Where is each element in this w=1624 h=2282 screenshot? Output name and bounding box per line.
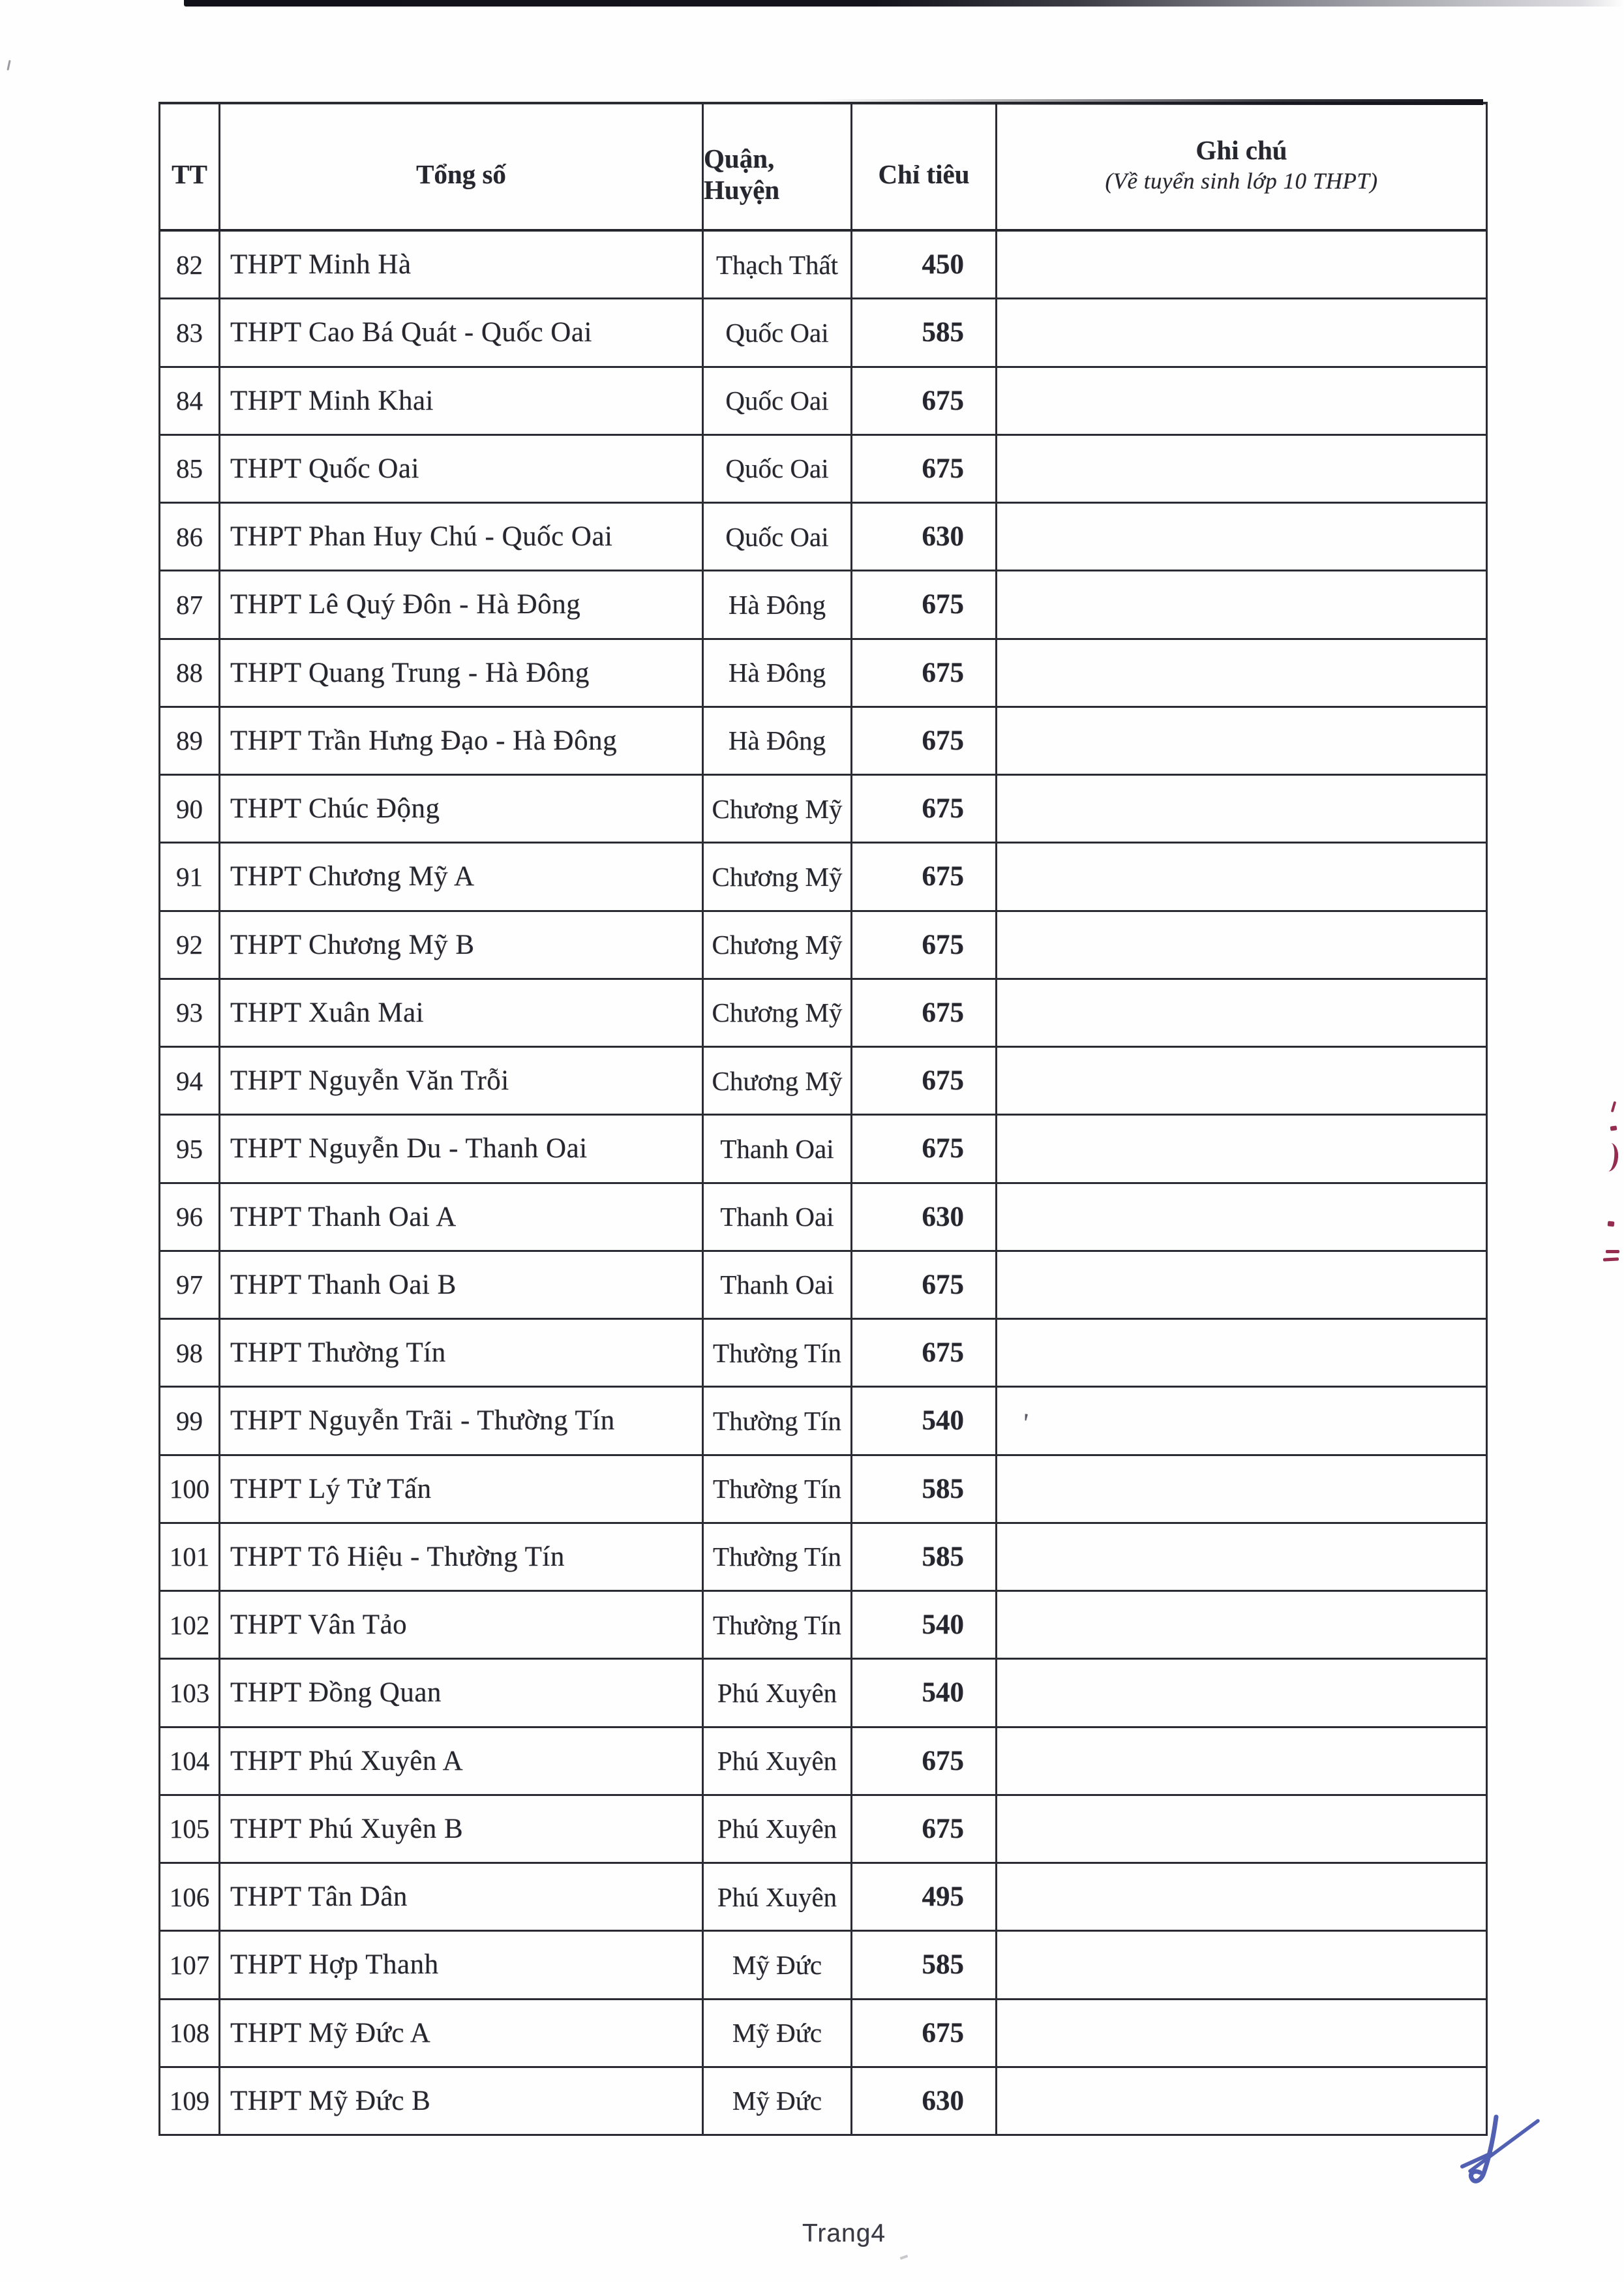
table-row — [160, 504, 1486, 571]
row-index-cell: 86 — [160, 504, 220, 570]
note-cell — [997, 1252, 1486, 1318]
district-cell: Quốc Oai — [704, 299, 852, 365]
district-cell: Chương Mỹ — [704, 844, 852, 909]
header-school: Tổng số — [220, 104, 704, 229]
note-cell — [997, 1660, 1486, 1726]
row-index-cell: 87 — [160, 571, 220, 637]
scan-speck — [900, 2255, 909, 2260]
table-row — [160, 1796, 1486, 1864]
note-cell — [997, 436, 1486, 502]
row-index-cell: 95 — [160, 1116, 220, 1181]
district-cell: Chương Mỹ — [704, 1048, 852, 1114]
row-index-cell: 82 — [160, 232, 220, 297]
note-cell — [997, 504, 1486, 570]
district-cell: Chương Mỹ — [704, 912, 852, 978]
note-cell — [997, 232, 1486, 297]
red-edge-mark-icon — [1602, 1142, 1619, 1172]
note-cell — [997, 1048, 1486, 1114]
note-cell — [997, 844, 1486, 909]
table-row — [160, 1320, 1486, 1388]
table-row — [160, 436, 1486, 504]
district-cell: Hà Đông — [704, 640, 852, 706]
table-row — [160, 1184, 1486, 1252]
school-name-cell: THPT Trần Hưng Đạo - Hà Đông — [220, 708, 704, 774]
note-cell — [997, 1184, 1486, 1250]
table-row — [160, 1388, 1486, 1455]
school-name-cell: THPT Thanh Oai A — [220, 1184, 704, 1250]
quota-cell: 495 — [852, 1864, 997, 1930]
district-cell: Thanh Oai — [704, 1184, 852, 1250]
header-tt: TT — [160, 104, 220, 229]
district-cell: Quốc Oai — [704, 368, 852, 434]
note-cell — [997, 980, 1486, 1046]
table-row — [160, 1524, 1486, 1592]
quota-cell: 675 — [852, 640, 997, 706]
quota-cell: 675 — [852, 1048, 997, 1114]
school-name-cell: THPT Minh Hà — [220, 232, 704, 297]
note-cell — [997, 1864, 1486, 1930]
header-district: Quận, Huyện — [704, 104, 852, 229]
row-index-cell: 93 — [160, 980, 220, 1046]
quota-cell: 630 — [852, 1184, 997, 1250]
table-body — [160, 232, 1486, 2134]
note-cell — [997, 1524, 1486, 1590]
school-name-cell: THPT Nguyễn Văn Trỗi — [220, 1048, 704, 1114]
note-cell — [997, 2068, 1486, 2134]
row-index-cell: 91 — [160, 844, 220, 909]
note-cell — [997, 1796, 1486, 1862]
header-quota: Chỉ tiêu — [852, 104, 997, 229]
quota-cell: 675 — [852, 844, 997, 909]
table-row — [160, 299, 1486, 367]
quota-cell: 585 — [852, 299, 997, 365]
district-cell: Chương Mỹ — [704, 776, 852, 842]
table-row — [160, 2000, 1486, 2068]
page-number-label: Trang4 — [802, 2219, 886, 2247]
district-cell: Phú Xuyên — [704, 1864, 852, 1930]
red-edge-mark-icon — [1610, 1125, 1617, 1131]
note-cell — [997, 1116, 1486, 1181]
row-index-cell: 103 — [160, 1660, 220, 1726]
district-cell: Thường Tín — [704, 1524, 852, 1590]
quota-cell: 675 — [852, 1116, 997, 1181]
stray-ink-mark: ' — [1020, 1408, 1030, 1439]
quota-cell: 540 — [852, 1388, 997, 1453]
quota-cell: 675 — [852, 1796, 997, 1862]
note-cell — [997, 1320, 1486, 1386]
row-index-cell: 105 — [160, 1796, 220, 1862]
table-row — [160, 232, 1486, 299]
table-row — [160, 844, 1486, 911]
quota-cell: 675 — [852, 571, 997, 637]
note-cell — [997, 708, 1486, 774]
school-name-cell: THPT Hợp Thanh — [220, 1932, 704, 1998]
table-row — [160, 1116, 1486, 1183]
district-cell: Thanh Oai — [704, 1252, 852, 1318]
school-name-cell: THPT Thường Tín — [220, 1320, 704, 1386]
table-row — [160, 708, 1486, 776]
school-name-cell: THPT Chương Mỹ A — [220, 844, 704, 909]
school-name-cell: THPT Quang Trung - Hà Đông — [220, 640, 704, 706]
district-cell: Thường Tín — [704, 1320, 852, 1386]
row-index-cell: 90 — [160, 776, 220, 842]
row-index-cell: 83 — [160, 299, 220, 365]
row-index-cell: 84 — [160, 368, 220, 434]
quota-cell: 675 — [852, 436, 997, 502]
scan-speck — [7, 60, 10, 70]
school-name-cell: THPT Phan Huy Chú - Quốc Oai — [220, 504, 704, 570]
table-row — [160, 1864, 1486, 1932]
school-name-cell: THPT Thanh Oai B — [220, 1252, 704, 1318]
row-index-cell: 99 — [160, 1388, 220, 1453]
district-cell: Thanh Oai — [704, 1116, 852, 1181]
quota-cell: 675 — [852, 980, 997, 1046]
quota-table — [158, 102, 1488, 2136]
school-name-cell: THPT Xuân Mai — [220, 980, 704, 1046]
note-cell — [997, 299, 1486, 365]
table-row — [160, 640, 1486, 708]
row-index-cell: 85 — [160, 436, 220, 502]
school-name-cell: THPT Minh Khai — [220, 368, 704, 434]
row-index-cell: 94 — [160, 1048, 220, 1114]
district-cell: Thạch Thất — [704, 232, 852, 297]
table-row — [160, 980, 1486, 1048]
district-cell: Phú Xuyên — [704, 1796, 852, 1862]
school-name-cell: THPT Chúc Động — [220, 776, 704, 842]
quota-cell: 450 — [852, 232, 997, 297]
row-index-cell: 101 — [160, 1524, 220, 1590]
quota-cell: 585 — [852, 1524, 997, 1590]
district-cell: Thường Tín — [704, 1592, 852, 1658]
row-index-cell: 108 — [160, 2000, 220, 2066]
header-note-subtitle: (Về tuyển sinh lớp 10 THPT) — [1105, 168, 1378, 194]
note-cell — [997, 368, 1486, 434]
quota-cell: 675 — [852, 2000, 997, 2066]
table-row — [160, 776, 1486, 844]
row-index-cell: 102 — [160, 1592, 220, 1658]
school-name-cell: THPT Lý Tử Tấn — [220, 1456, 704, 1522]
handwritten-check-icon — [1428, 2091, 1578, 2202]
note-cell — [997, 1456, 1486, 1522]
note-cell — [997, 776, 1486, 842]
row-index-cell: 106 — [160, 1864, 220, 1930]
table-row — [160, 1456, 1486, 1524]
district-cell: Hà Đông — [704, 571, 852, 637]
school-name-cell: THPT Mỹ Đức A — [220, 2000, 704, 2066]
school-name-cell: THPT Phú Xuyên A — [220, 1728, 704, 1794]
district-cell: Phú Xuyên — [704, 1728, 852, 1794]
row-index-cell: 107 — [160, 1932, 220, 1998]
school-name-cell: THPT Mỹ Đức B — [220, 2068, 704, 2134]
table-row — [160, 1592, 1486, 1660]
header-note — [997, 104, 1486, 229]
row-index-cell: 98 — [160, 1320, 220, 1386]
row-index-cell: 109 — [160, 2068, 220, 2134]
district-cell: Thường Tín — [704, 1456, 852, 1522]
school-name-cell: THPT Nguyễn Du - Thanh Oai — [220, 1116, 704, 1181]
school-name-cell: THPT Quốc Oai — [220, 436, 704, 502]
school-name-cell: THPT Tô Hiệu - Thường Tín — [220, 1524, 704, 1590]
district-cell: Mỹ Đức — [704, 2068, 852, 2134]
table-header-row — [160, 104, 1486, 232]
note-cell — [997, 912, 1486, 978]
school-name-cell: THPT Lê Quý Đôn - Hà Đông — [220, 571, 704, 637]
quota-cell: 675 — [852, 368, 997, 434]
note-cell — [997, 640, 1486, 706]
quota-cell: 675 — [852, 776, 997, 842]
school-name-cell: THPT Chương Mỹ B — [220, 912, 704, 978]
district-cell: Phú Xuyên — [704, 1660, 852, 1726]
quota-cell: 630 — [852, 504, 997, 570]
quota-cell: 675 — [852, 912, 997, 978]
note-cell — [997, 1932, 1486, 1998]
quota-cell: 675 — [852, 1252, 997, 1318]
table-row — [160, 912, 1486, 980]
quota-cell: 585 — [852, 1932, 997, 1998]
header-note-title: Ghi chú — [1195, 135, 1287, 165]
row-index-cell: 104 — [160, 1728, 220, 1794]
quota-cell: 585 — [852, 1456, 997, 1522]
table-row — [160, 1932, 1486, 2000]
school-name-cell: THPT Tân Dân — [220, 1864, 704, 1930]
district-cell: Thường Tín — [704, 1388, 852, 1453]
red-edge-mark-icon — [1603, 1257, 1619, 1261]
note-cell — [997, 1388, 1486, 1453]
school-name-cell: THPT Nguyễn Trãi - Thường Tín — [220, 1388, 704, 1453]
quota-cell: 630 — [852, 2068, 997, 2134]
school-name-cell: THPT Vân Tảo — [220, 1592, 704, 1658]
school-name-cell: THPT Phú Xuyên B — [220, 1796, 704, 1862]
district-cell: Quốc Oai — [704, 436, 852, 502]
row-index-cell: 92 — [160, 912, 220, 978]
note-cell — [997, 1592, 1486, 1658]
quota-cell: 675 — [852, 708, 997, 774]
table-row — [160, 571, 1486, 639]
note-cell — [997, 1728, 1486, 1794]
red-edge-mark-icon — [1608, 1221, 1615, 1226]
red-edge-mark-icon — [1611, 1101, 1617, 1112]
quota-cell: 540 — [852, 1660, 997, 1726]
row-index-cell: 96 — [160, 1184, 220, 1250]
quota-cell: 540 — [852, 1592, 997, 1658]
district-cell: Chương Mỹ — [704, 980, 852, 1046]
note-cell — [997, 571, 1486, 637]
scanner-edge-line — [184, 0, 1624, 7]
district-cell: Hà Đông — [704, 708, 852, 774]
scan-pressure-wedge — [815, 99, 1483, 105]
table-row — [160, 1660, 1486, 1727]
row-index-cell: 88 — [160, 640, 220, 706]
quota-cell: 675 — [852, 1728, 997, 1794]
row-index-cell: 89 — [160, 708, 220, 774]
table-row — [160, 2068, 1486, 2134]
row-index-cell: 100 — [160, 1456, 220, 1522]
school-name-cell: THPT Cao Bá Quát - Quốc Oai — [220, 299, 704, 365]
district-cell: Quốc Oai — [704, 504, 852, 570]
table-row — [160, 368, 1486, 436]
quota-cell: 675 — [852, 1320, 997, 1386]
table-row — [160, 1728, 1486, 1796]
row-index-cell: 97 — [160, 1252, 220, 1318]
district-cell: Mỹ Đức — [704, 1932, 852, 1998]
table-row — [160, 1048, 1486, 1116]
school-name-cell: THPT Đồng Quan — [220, 1660, 704, 1726]
table-row — [160, 1252, 1486, 1320]
note-cell — [997, 2000, 1486, 2066]
district-cell: Mỹ Đức — [704, 2000, 852, 2066]
red-edge-mark-icon — [1606, 1250, 1619, 1253]
